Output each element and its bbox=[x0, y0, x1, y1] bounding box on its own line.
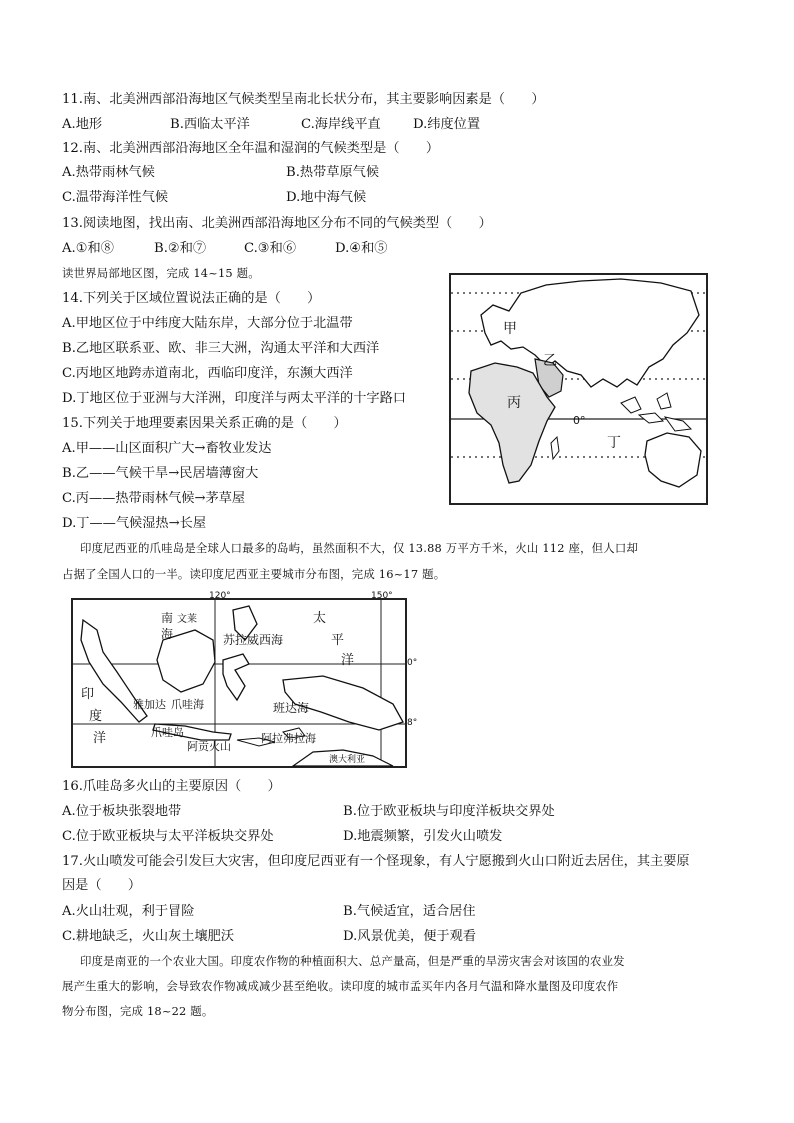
q16-option-a[interactable]: A.位于板块张裂地带 bbox=[62, 804, 182, 819]
label-hai: 海 bbox=[161, 627, 174, 641]
island-shape bbox=[639, 413, 663, 423]
intro-16-17-line1: 印度尼西亚的爪哇岛是全球人口最多的岛屿，虽然面积不大，仅 13.88 万平方千米，火山 112 座，但人口却 bbox=[80, 541, 639, 555]
q16-option-b[interactable]: B.位于欧亚板块与印度洋板块交界处 bbox=[343, 804, 555, 819]
intro-16-17-line2: 占据了全国人口的一半。读印度尼西亚主要城市分布图，完成 16~17 题。 bbox=[62, 567, 446, 581]
q14-option-a[interactable]: A.甲地区位于中纬度大陆东岸，大部分位于北温带 bbox=[62, 316, 353, 331]
label-java-island: 爪哇岛 bbox=[151, 726, 184, 739]
q17-option-c[interactable]: C.耕地缺乏，火山灰土壤肥沃 bbox=[62, 929, 235, 944]
q13-option-c[interactable]: C.③和⑥ bbox=[244, 241, 297, 256]
q14-stem: 14.下列关于区域位置说法正确的是（ ） bbox=[62, 291, 321, 306]
q14-option-c[interactable]: C.丙地区地跨赤道南北，西临印度洋，东濒大西洋 bbox=[62, 366, 353, 381]
q13-option-b[interactable]: B.②和⑦ bbox=[154, 241, 207, 256]
label-jia: 甲 bbox=[503, 321, 517, 337]
q14-option-b[interactable]: B.乙地区联系亚、欧、非三大洲，沟通太平洋和大西洋 bbox=[62, 341, 380, 356]
lat-0-label: 0° bbox=[407, 658, 418, 668]
indonesia-city-map bbox=[71, 591, 418, 768]
q17-stem-line2: 因是（ ） bbox=[62, 878, 142, 893]
label-java-sea: 爪哇海 bbox=[171, 698, 204, 711]
q11-option-b[interactable]: B.西临太平洋 bbox=[170, 117, 250, 132]
indonesia-city-map-svg bbox=[73, 591, 405, 766]
label-equator: 0° bbox=[573, 414, 586, 427]
label-australia: 澳大利亚 bbox=[329, 755, 366, 765]
q11-option-a[interactable]: A.地形 bbox=[62, 117, 103, 132]
label-lon-120: 120° bbox=[209, 591, 231, 601]
q11-option-d[interactable]: D.纬度位置 bbox=[413, 117, 481, 132]
world-region-map-svg bbox=[451, 275, 706, 503]
island-shape bbox=[621, 397, 641, 413]
q12-stem: 12.南、北美洲西部沿海地区全年温和湿润的气候类型是（ ） bbox=[62, 141, 440, 156]
label-du: 度 bbox=[89, 709, 103, 724]
label-ping: 平 bbox=[331, 633, 345, 648]
intro-14-15: 读世界局部地区图，完成 14~15 题。 bbox=[62, 266, 260, 280]
q15-stem: 15.下列关于地理要素因果关系正确的是（ ） bbox=[62, 416, 347, 431]
label-agung-volcano: 阿贡火山 bbox=[187, 740, 231, 753]
q15-option-a[interactable]: A.甲——山区面积广大→畜牧业发达 bbox=[62, 441, 272, 456]
q13-stem: 13.阅读地图，找出南、北美洲西部沿海地区分布不同的气候类型（ ） bbox=[62, 216, 492, 231]
intro-18-22-line3: 物分布图，完成 18~22 题。 bbox=[62, 1004, 214, 1018]
q15-option-c[interactable]: C.丙——热带雨林气候→茅草屋 bbox=[62, 491, 246, 506]
q17-option-d[interactable]: D.风景优美，便于观看 bbox=[343, 929, 476, 944]
q17-option-b[interactable]: B.气候适宜，适合居住 bbox=[343, 904, 476, 919]
label-yin: 印 bbox=[81, 687, 95, 702]
label-jakarta: 雅加达 bbox=[133, 698, 166, 711]
q12-option-a[interactable]: A.热带雨林气候 bbox=[62, 165, 155, 180]
q15-option-d[interactable]: D.丁——气候湿热→长屋 bbox=[62, 516, 207, 531]
label-sulawesi-sea: 苏拉威西海 bbox=[223, 633, 284, 647]
label-tai: 太 bbox=[313, 611, 327, 626]
q13-option-d[interactable]: D.④和⑤ bbox=[335, 241, 388, 256]
q11-option-c[interactable]: C.海岸线平直 bbox=[301, 117, 381, 132]
lat-8-label: 8° bbox=[407, 718, 418, 728]
intro-18-22-line1: 印度是南亚的一个农业大国。印度农作物的种植面积大、总产量高，但是严重的旱涝灾害会对该国的农业发 bbox=[80, 954, 625, 968]
q12-option-d[interactable]: D.地中海气候 bbox=[286, 190, 367, 205]
q16-option-c[interactable]: C.位于欧亚板块与太平洋板块交界处 bbox=[62, 829, 274, 844]
label-lon-150: 150° bbox=[371, 591, 393, 601]
island-shape bbox=[657, 393, 671, 409]
q17-stem-line1: 17.火山喷发可能会引发巨大灾害，但印度尼西亚有一个怪现象，有人宁愿搬到火山口附近去居住，其主要原 bbox=[62, 854, 690, 869]
q12-option-c[interactable]: C.温带海洋性气候 bbox=[62, 190, 169, 205]
australia-shape bbox=[645, 433, 701, 487]
madagascar-shape bbox=[551, 437, 559, 459]
world-region-map bbox=[449, 273, 708, 505]
label-yang-pacific: 洋 bbox=[341, 653, 355, 668]
intro-18-22-line2: 展产生重大的影响，会导致农作物减成减少甚至绝收。读印度的城市孟买年内各月气温和降水量图及印度农作 bbox=[62, 979, 619, 993]
sulawesi-shape bbox=[223, 654, 249, 700]
label-yi: 乙 bbox=[543, 353, 557, 369]
q16-stem: 16.爪哇岛多火山的主要原因（ ） bbox=[62, 779, 281, 794]
q13-option-a[interactable]: A.①和⑧ bbox=[62, 241, 114, 256]
label-banda-sea: 班达海 bbox=[273, 701, 310, 715]
label-arafura-sea: 阿拉弗拉海 bbox=[261, 732, 316, 745]
label-bing: 丙 bbox=[507, 395, 521, 411]
label-wenlai: 文莱 bbox=[177, 614, 197, 625]
q14-option-d[interactable]: D.丁地区位于亚洲与大洋洲，印度洋与两太平洋的十字路口 bbox=[62, 391, 406, 406]
q15-option-b[interactable]: B.乙——气候干旱→民居墙薄窗大 bbox=[62, 466, 259, 481]
q17-option-a[interactable]: A.火山壮观，利于冒险 bbox=[62, 904, 195, 919]
q16-option-d[interactable]: D.地震频繁，引发火山喷发 bbox=[343, 829, 503, 844]
q12-option-b[interactable]: B.热带草原气候 bbox=[286, 165, 380, 180]
label-yang-indian: 洋 bbox=[93, 731, 107, 746]
label-nan: 南 bbox=[161, 611, 174, 625]
q11-stem: 11.南、北美洲西部沿海地区气候类型呈南北长状分布，其主要影响因素是（ ） bbox=[62, 92, 545, 107]
label-ding: 丁 bbox=[607, 435, 621, 451]
